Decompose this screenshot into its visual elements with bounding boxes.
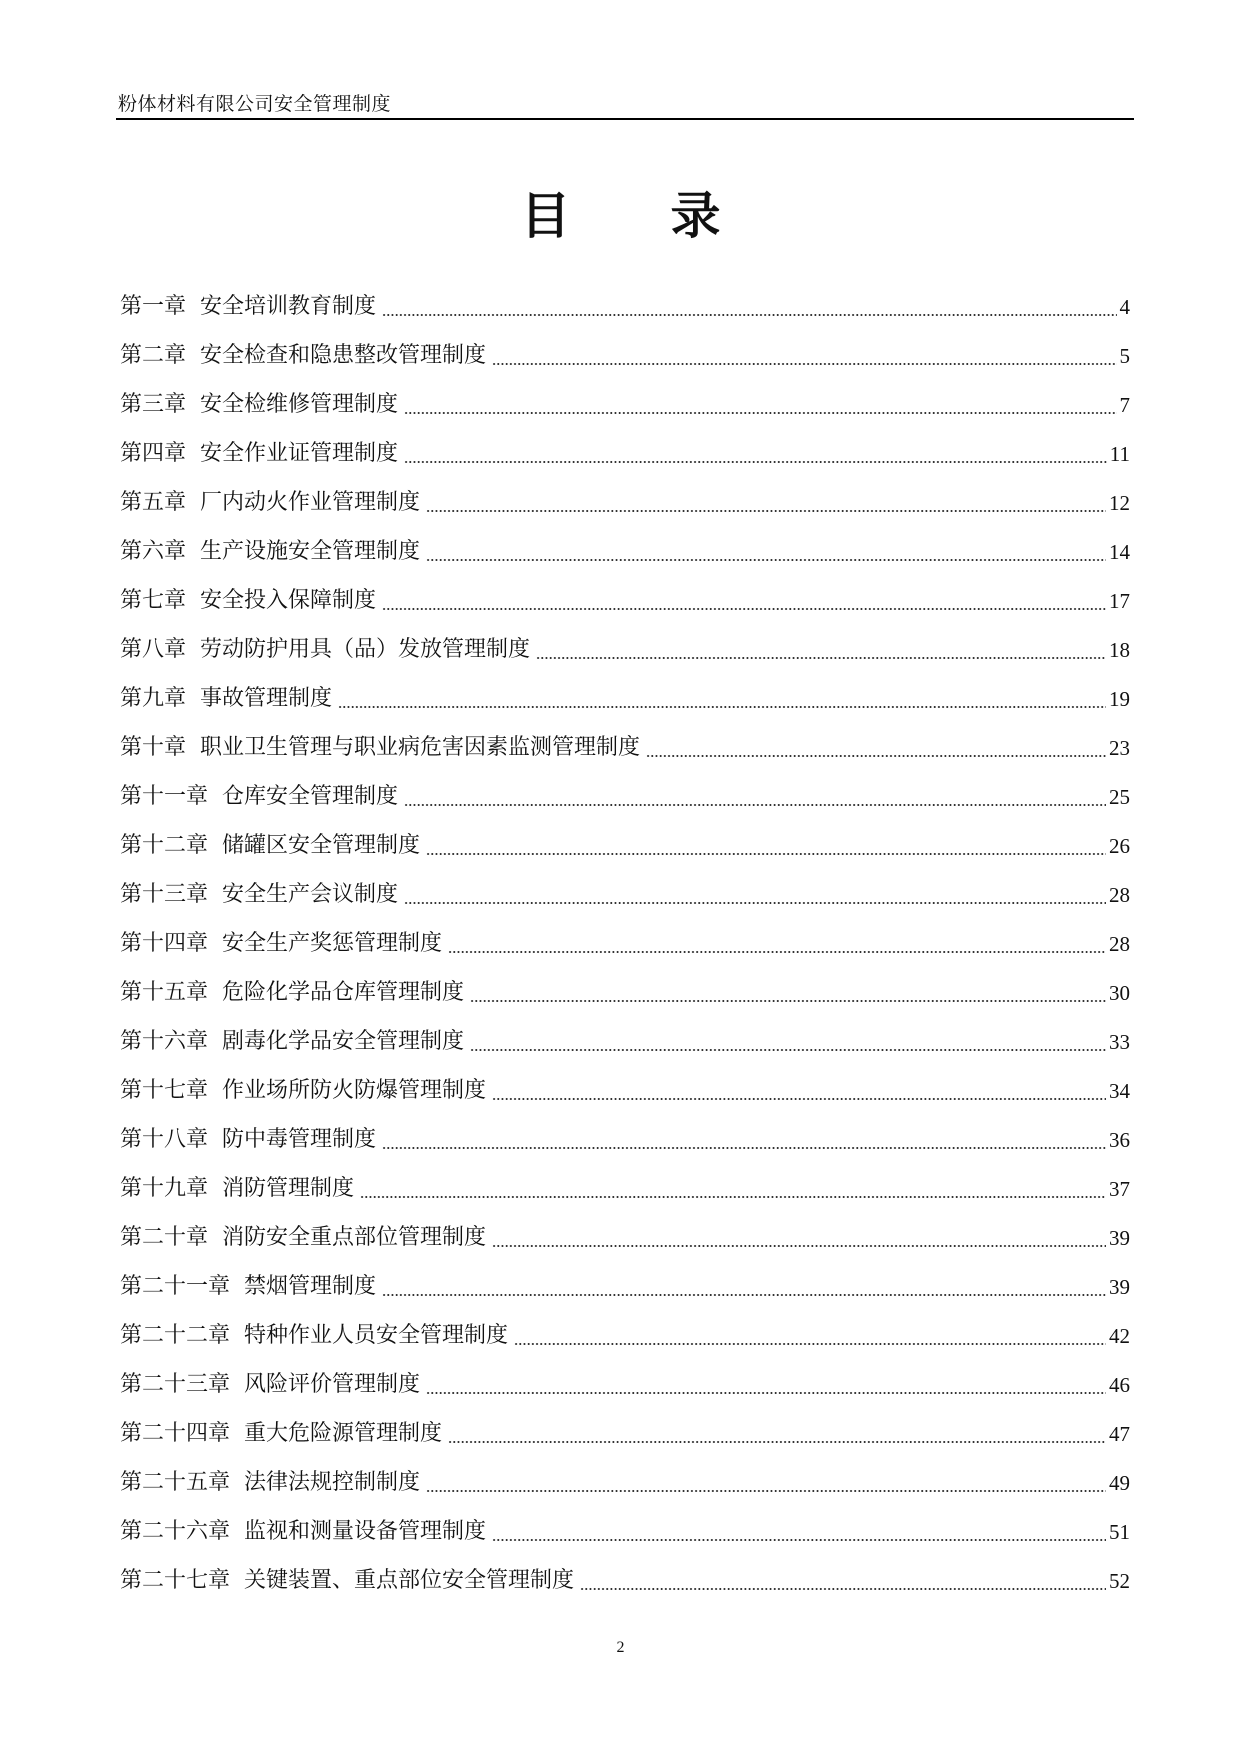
toc-page-number: 26	[1109, 833, 1130, 858]
toc-chapter-number: 第二章	[120, 342, 187, 368]
toc-page-number: 19	[1109, 686, 1130, 711]
toc-dot-leader	[382, 312, 1116, 318]
toc-chapter-title: 安全生产会议制度	[222, 881, 399, 907]
toc-chapter-number: 第一章	[120, 293, 187, 319]
toc-chapter-number: 第三章	[120, 391, 187, 417]
toc-chapter-number: 第十章	[120, 734, 187, 760]
toc-page-number: 36	[1109, 1127, 1130, 1152]
toc-chapter-number: 第十六章	[120, 1028, 209, 1054]
toc-page-number: 39	[1109, 1225, 1130, 1250]
toc-chapter-number: 第十四章	[120, 930, 209, 956]
toc-page-number: 4	[1119, 294, 1130, 319]
toc-chapter-title: 厂内动火作业管理制度	[200, 489, 421, 515]
toc-dot-leader	[646, 753, 1106, 759]
toc-entry[interactable]	[120, 478, 1130, 527]
toc-chapter-title: 安全检查和隐患整改管理制度	[200, 342, 487, 368]
toc-dot-leader	[360, 1194, 1106, 1200]
toc-chapter-title: 重大危险源管理制度	[244, 1420, 443, 1446]
toc-entry[interactable]	[120, 527, 1130, 576]
toc-entry[interactable]	[120, 1262, 1130, 1311]
toc-page-number: 42	[1109, 1323, 1130, 1348]
toc-entry[interactable]	[120, 1017, 1130, 1066]
toc-chapter-number: 第八章	[120, 636, 187, 662]
toc-chapter-title: 消防管理制度	[222, 1175, 355, 1201]
toc-entry[interactable]	[120, 1556, 1130, 1605]
toc-chapter-title: 监视和测量设备管理制度	[244, 1518, 487, 1544]
toc-chapter-number: 第九章	[120, 685, 187, 711]
toc-chapter-title: 仓库安全管理制度	[222, 783, 399, 809]
toc-entry[interactable]	[120, 870, 1130, 919]
toc-dot-leader	[382, 1145, 1106, 1151]
toc-page-number: 30	[1109, 980, 1130, 1005]
page-header	[116, 86, 1134, 120]
toc-entry[interactable]	[120, 1507, 1130, 1556]
toc-page-number: 5	[1119, 343, 1130, 368]
toc-dot-leader	[492, 1537, 1106, 1543]
toc-dot-leader	[492, 1096, 1106, 1102]
header-title: 粉体材料有限公司安全管理制度	[118, 93, 392, 115]
toc-page-number: 7	[1119, 392, 1130, 417]
toc-chapter-title: 消防安全重点部位管理制度	[222, 1224, 487, 1250]
toc-dot-leader	[470, 1047, 1106, 1053]
toc-chapter-number: 第二十一章	[120, 1273, 231, 1299]
toc-page-number: 12	[1109, 490, 1130, 515]
toc-dot-leader	[404, 459, 1107, 465]
toc-dot-leader	[514, 1341, 1106, 1347]
toc-page-number: 23	[1109, 735, 1130, 760]
toc-dot-leader	[382, 606, 1106, 612]
toc-entry[interactable]	[120, 429, 1130, 478]
toc-chapter-title: 劳动防护用具（品）发放管理制度	[200, 636, 531, 662]
toc-dot-leader	[404, 410, 1116, 416]
toc-entry[interactable]	[120, 1115, 1130, 1164]
toc-dot-leader	[448, 949, 1106, 955]
toc-chapter-title: 生产设施安全管理制度	[200, 538, 421, 564]
toc-chapter-title: 职业卫生管理与职业病危害因素监测管理制度	[200, 734, 641, 760]
toc-entry[interactable]	[120, 1066, 1130, 1115]
toc-dot-leader	[404, 802, 1106, 808]
toc-page-number: 51	[1109, 1519, 1130, 1544]
toc-chapter-number: 第五章	[120, 489, 187, 515]
toc-chapter-number: 第二十五章	[120, 1469, 231, 1495]
toc-chapter-title: 风险评价管理制度	[244, 1371, 421, 1397]
toc-page-number: 18	[1109, 637, 1130, 662]
toc-page-number: 17	[1109, 588, 1130, 613]
toc-chapter-number: 第二十四章	[120, 1420, 231, 1446]
toc-dot-leader	[492, 361, 1116, 367]
toc-page-number: 25	[1109, 784, 1130, 809]
toc-page-number: 52	[1109, 1568, 1130, 1593]
toc-dot-leader	[426, 557, 1106, 563]
toc-chapter-title: 事故管理制度	[200, 685, 333, 711]
toc-entry[interactable]	[120, 674, 1130, 723]
toc-chapter-title: 安全作业证管理制度	[200, 440, 399, 466]
toc-chapter-number: 第四章	[120, 440, 187, 466]
toc-entry[interactable]	[120, 282, 1130, 331]
toc-chapter-number: 第六章	[120, 538, 187, 564]
toc-chapter-number: 第二十二章	[120, 1322, 231, 1348]
toc-dot-leader	[470, 998, 1106, 1004]
toc-page-number: 34	[1109, 1078, 1130, 1103]
toc-dot-leader	[426, 851, 1106, 857]
toc-chapter-number: 第十二章	[120, 832, 209, 858]
toc-chapter-title: 安全生产奖惩管理制度	[222, 930, 443, 956]
toc-page-number: 49	[1109, 1470, 1130, 1495]
toc-page-number: 33	[1109, 1029, 1130, 1054]
toc-entry[interactable]	[120, 380, 1130, 429]
toc-page-number: 11	[1109, 441, 1130, 466]
page-title: 目 录	[520, 186, 721, 245]
toc-entry[interactable]	[120, 968, 1130, 1017]
toc-chapter-title: 安全投入保障制度	[200, 587, 377, 613]
toc-page-number: 28	[1109, 882, 1130, 907]
toc-dot-leader	[580, 1586, 1106, 1592]
toc-chapter-title: 特种作业人员安全管理制度	[244, 1322, 509, 1348]
toc-entry[interactable]	[120, 723, 1130, 772]
toc-dot-leader	[338, 704, 1106, 710]
toc-chapter-title: 安全培训教育制度	[200, 293, 377, 319]
toc-dot-leader	[426, 508, 1106, 514]
toc-dot-leader	[448, 1439, 1106, 1445]
toc-entry[interactable]	[120, 1458, 1130, 1507]
toc-entry[interactable]	[120, 1360, 1130, 1409]
toc-entry[interactable]	[120, 772, 1130, 821]
toc-chapter-title: 关键装置、重点部位安全管理制度	[244, 1567, 575, 1593]
toc-chapter-number: 第二十七章	[120, 1567, 231, 1593]
toc-entry[interactable]	[120, 1164, 1130, 1213]
toc-chapter-title: 安全检维修管理制度	[200, 391, 399, 417]
toc-dot-leader	[492, 1243, 1106, 1249]
toc-chapter-number: 第十五章	[120, 979, 209, 1005]
toc-entry[interactable]	[120, 331, 1130, 380]
toc-entry[interactable]	[120, 821, 1130, 870]
toc-chapter-number: 第二十三章	[120, 1371, 231, 1397]
toc-chapter-title: 剧毒化学品安全管理制度	[222, 1028, 465, 1054]
toc-page-number: 28	[1109, 931, 1130, 956]
toc-dot-leader	[382, 1292, 1106, 1298]
toc-page-number: 39	[1109, 1274, 1130, 1299]
page-number: 2	[616, 1639, 625, 1656]
toc-dot-leader	[426, 1390, 1106, 1396]
toc-chapter-number: 第十八章	[120, 1126, 209, 1152]
toc-chapter-title: 法律法规控制制度	[244, 1469, 421, 1495]
toc-page-number: 37	[1109, 1176, 1130, 1201]
toc-chapter-title: 防中毒管理制度	[222, 1126, 377, 1152]
table-of-contents	[120, 282, 1130, 1605]
toc-chapter-title: 储罐区安全管理制度	[222, 832, 421, 858]
toc-page-number: 47	[1109, 1421, 1130, 1446]
toc-chapter-title: 作业场所防火防爆管理制度	[222, 1077, 487, 1103]
toc-chapter-number: 第二十章	[120, 1224, 209, 1250]
toc-entry[interactable]	[120, 625, 1130, 674]
toc-chapter-title: 危险化学品仓库管理制度	[222, 979, 465, 1005]
toc-dot-leader	[426, 1488, 1106, 1494]
toc-entry[interactable]	[120, 1409, 1130, 1458]
toc-chapter-number: 第十一章	[120, 783, 209, 809]
toc-entry[interactable]	[120, 919, 1130, 968]
toc-chapter-number: 第二十六章	[120, 1518, 231, 1544]
toc-chapter-number: 第十三章	[120, 881, 209, 907]
toc-chapter-number: 第十九章	[120, 1175, 209, 1201]
toc-page-number: 46	[1109, 1372, 1130, 1397]
toc-chapter-title: 禁烟管理制度	[244, 1273, 377, 1299]
toc-entry[interactable]	[120, 1311, 1130, 1360]
toc-page-number: 14	[1109, 539, 1130, 564]
toc-entry[interactable]	[120, 576, 1130, 625]
toc-entry[interactable]	[120, 1213, 1130, 1262]
toc-chapter-number: 第七章	[120, 587, 187, 613]
toc-dot-leader	[404, 900, 1106, 906]
toc-dot-leader	[536, 655, 1106, 661]
toc-chapter-number: 第十七章	[120, 1077, 209, 1103]
